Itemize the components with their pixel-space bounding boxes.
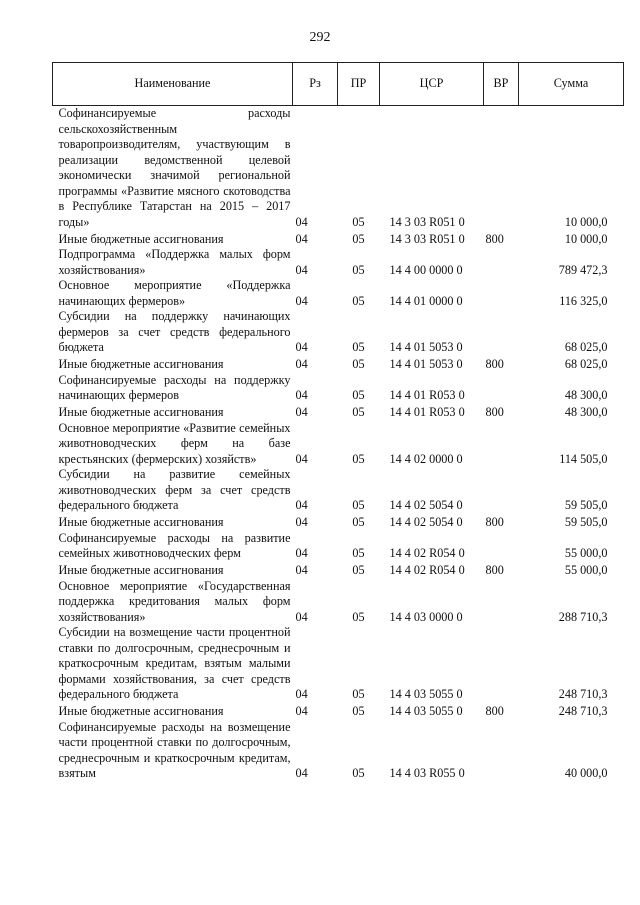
table-row bbox=[53, 309, 624, 356]
table-row bbox=[53, 467, 624, 514]
row-csr: 14 3 03 R051 0 bbox=[389, 214, 465, 229]
row-sum: 116 325,0 bbox=[559, 293, 608, 308]
row-name: Софинансируемые расходы на развитие семейных животноводческих ферм bbox=[58, 530, 291, 560]
table-body bbox=[53, 106, 624, 782]
row-sum: 789 472,3 bbox=[558, 262, 608, 277]
row-sum: 288 710,3 bbox=[558, 609, 608, 624]
row-pr: 05 bbox=[352, 293, 365, 308]
row-name: Софинансируемые расходы на возмещение части процентной ставки по долгосрочным, среднесрочным и краткосрочным кредитам, взятым bbox=[58, 719, 291, 780]
budget-table bbox=[52, 62, 624, 782]
row-pr: 05 bbox=[352, 451, 365, 466]
row-rz: 04 bbox=[295, 704, 308, 718]
row-name: Подпрограмма «Поддержка малых форм хозяйствования» bbox=[58, 247, 291, 277]
row-name: Софинансируемые расходы на поддержку начинающих фермеров bbox=[58, 372, 291, 402]
table-header-row bbox=[53, 63, 624, 106]
row-rz: 04 bbox=[295, 451, 308, 466]
row-csr: 14 4 01 0000 0 bbox=[389, 293, 463, 308]
table-row bbox=[53, 579, 624, 626]
row-rz: 04 bbox=[295, 405, 308, 419]
table-row bbox=[53, 514, 624, 531]
row-sum: 248 710,3 bbox=[558, 704, 608, 718]
row-pr: 05 bbox=[352, 214, 365, 229]
row-vr: 800 bbox=[485, 515, 504, 529]
row-csr: 14 4 03 0000 0 bbox=[389, 609, 463, 624]
row-sum: 55 000,0 bbox=[564, 563, 608, 577]
row-name: Основное мероприятие «Государственная поддержка кредитования малых форм хозяйствования» bbox=[58, 578, 291, 624]
row-csr: 14 4 03 5055 0 bbox=[389, 687, 463, 701]
row-sum: 59 505,0 bbox=[564, 498, 608, 512]
row-rz: 04 bbox=[295, 388, 308, 402]
table-row bbox=[53, 421, 624, 468]
table-row bbox=[53, 373, 624, 404]
row-name: Субсидии на поддержку начинающих фермеров за счет средств федерального бюджета bbox=[58, 309, 291, 354]
row-sum: 10 000,0 bbox=[564, 231, 608, 246]
row-vr: 800 bbox=[485, 357, 504, 371]
row-sum: 68 025,0 bbox=[564, 357, 608, 371]
row-vr bbox=[484, 247, 519, 278]
row-sum: 48 300,0 bbox=[564, 388, 608, 402]
row-vr bbox=[484, 625, 519, 703]
row-pr: 05 bbox=[352, 498, 365, 512]
row-name: Софинансируемые расходы сельскохозяйственным товаропроизводителям, участвующим в реализации ведомственной целевой экономически значимой региональной программы «Развитие мясного скотоводства в Республике Татарстан на 2015 – 2017 годы» bbox=[58, 106, 291, 229]
row-vr bbox=[484, 720, 519, 782]
row-pr: 05 bbox=[352, 357, 365, 371]
row-vr: 800 bbox=[485, 405, 504, 419]
row-csr: 14 4 03 5055 0 bbox=[389, 704, 463, 718]
table-row bbox=[53, 247, 624, 278]
row-rz: 04 bbox=[295, 214, 308, 229]
row-csr: 14 4 02 5054 0 bbox=[389, 498, 463, 512]
table-row bbox=[53, 278, 624, 309]
row-rz: 04 bbox=[295, 687, 308, 701]
row-sum: 114 505,0 bbox=[559, 451, 608, 466]
row-csr: 14 4 02 5054 0 bbox=[389, 515, 463, 529]
row-name: Иные бюджетные ассигнования bbox=[58, 357, 224, 371]
header-name: Наименование bbox=[53, 63, 293, 106]
row-name: Основное мероприятие «Развитие семейных животноводческих ферм на базе крестьянских (фермерских) хозяйств» bbox=[58, 420, 291, 466]
row-rz: 04 bbox=[295, 546, 308, 560]
row-csr: 14 4 01 5053 0 bbox=[389, 357, 463, 371]
row-rz: 04 bbox=[295, 563, 308, 577]
table-row bbox=[53, 562, 624, 579]
row-pr: 05 bbox=[352, 704, 365, 718]
header-pr: ПР bbox=[338, 63, 380, 106]
header-rz: Рз bbox=[293, 63, 338, 106]
row-name: Иные бюджетные ассигнования bbox=[58, 231, 224, 246]
row-rz: 04 bbox=[295, 357, 308, 371]
table-row bbox=[53, 230, 624, 247]
row-sum: 248 710,3 bbox=[558, 687, 608, 701]
table-row bbox=[53, 703, 624, 720]
row-pr: 05 bbox=[352, 231, 365, 246]
page-number: 292 bbox=[309, 30, 331, 45]
row-vr bbox=[484, 579, 519, 626]
row-rz: 04 bbox=[295, 262, 308, 277]
header-vr: ВР bbox=[484, 63, 519, 106]
row-sum: 10 000,0 bbox=[564, 214, 608, 229]
table-row bbox=[53, 625, 624, 703]
row-pr: 05 bbox=[352, 766, 365, 780]
row-pr: 05 bbox=[352, 340, 365, 354]
table-row bbox=[53, 404, 624, 421]
row-pr: 05 bbox=[352, 546, 365, 560]
row-csr: 14 4 02 R054 0 bbox=[389, 546, 465, 560]
table-row bbox=[53, 531, 624, 562]
row-sum: 40 000,0 bbox=[564, 766, 608, 780]
row-sum: 48 300,0 bbox=[564, 405, 608, 419]
row-csr: 14 4 02 0000 0 bbox=[389, 451, 463, 466]
table-row bbox=[53, 106, 624, 231]
row-pr: 05 bbox=[352, 687, 365, 701]
row-vr: 800 bbox=[485, 704, 504, 718]
row-vr bbox=[484, 467, 519, 514]
row-sum: 55 000,0 bbox=[564, 546, 608, 560]
header-csr: ЦСР bbox=[380, 63, 484, 106]
row-vr bbox=[484, 531, 519, 562]
row-rz: 04 bbox=[295, 609, 308, 624]
row-name: Иные бюджетные ассигнования bbox=[58, 563, 224, 577]
row-name: Иные бюджетные ассигнования bbox=[58, 405, 224, 419]
row-vr: 800 bbox=[485, 563, 504, 577]
row-rz: 04 bbox=[295, 766, 308, 780]
row-csr: 14 4 02 R054 0 bbox=[389, 563, 465, 577]
header-sum: Сумма bbox=[519, 63, 624, 106]
row-csr: 14 4 03 R055 0 bbox=[389, 766, 465, 780]
row-rz: 04 bbox=[295, 340, 308, 354]
row-vr bbox=[484, 278, 519, 309]
row-pr: 05 bbox=[352, 405, 365, 419]
row-name: Иные бюджетные ассигнования bbox=[58, 515, 224, 529]
row-csr: 14 3 03 R051 0 bbox=[389, 231, 465, 246]
row-pr: 05 bbox=[352, 609, 365, 624]
row-csr: 14 4 01 R053 0 bbox=[389, 388, 465, 402]
row-pr: 05 bbox=[352, 515, 365, 529]
table-row bbox=[53, 720, 624, 782]
row-vr: 800 bbox=[485, 231, 504, 246]
row-rz: 04 bbox=[295, 498, 308, 512]
row-csr: 14 4 00 0000 0 bbox=[389, 262, 463, 277]
row-rz: 04 bbox=[295, 515, 308, 529]
row-pr: 05 bbox=[352, 262, 365, 277]
row-csr: 14 4 01 R053 0 bbox=[389, 405, 465, 419]
row-vr bbox=[484, 421, 519, 468]
table-row bbox=[53, 356, 624, 373]
row-pr: 05 bbox=[352, 388, 365, 402]
row-name: Субсидии на развитие семейных животноводческих ферм за счет средств федерального бюджета bbox=[58, 467, 291, 512]
row-rz: 04 bbox=[295, 293, 308, 308]
row-csr: 14 4 01 5053 0 bbox=[389, 340, 463, 354]
row-vr bbox=[484, 106, 519, 231]
row-sum: 59 505,0 bbox=[564, 515, 608, 529]
row-vr bbox=[484, 309, 519, 356]
row-sum: 68 025,0 bbox=[564, 340, 608, 354]
row-vr bbox=[484, 373, 519, 404]
row-pr: 05 bbox=[352, 563, 365, 577]
row-rz: 04 bbox=[295, 231, 308, 246]
row-name: Субсидии на возмещение части процентной ставки по долгосрочным, среднесрочным и краткосрочным кредитам, взятым малыми формами хозяйствования, за счет средств федерального бюджета bbox=[58, 625, 291, 701]
row-name: Иные бюджетные ассигнования bbox=[58, 704, 224, 718]
row-name: Основное мероприятие «Поддержка начинающих фермеров» bbox=[58, 278, 291, 308]
